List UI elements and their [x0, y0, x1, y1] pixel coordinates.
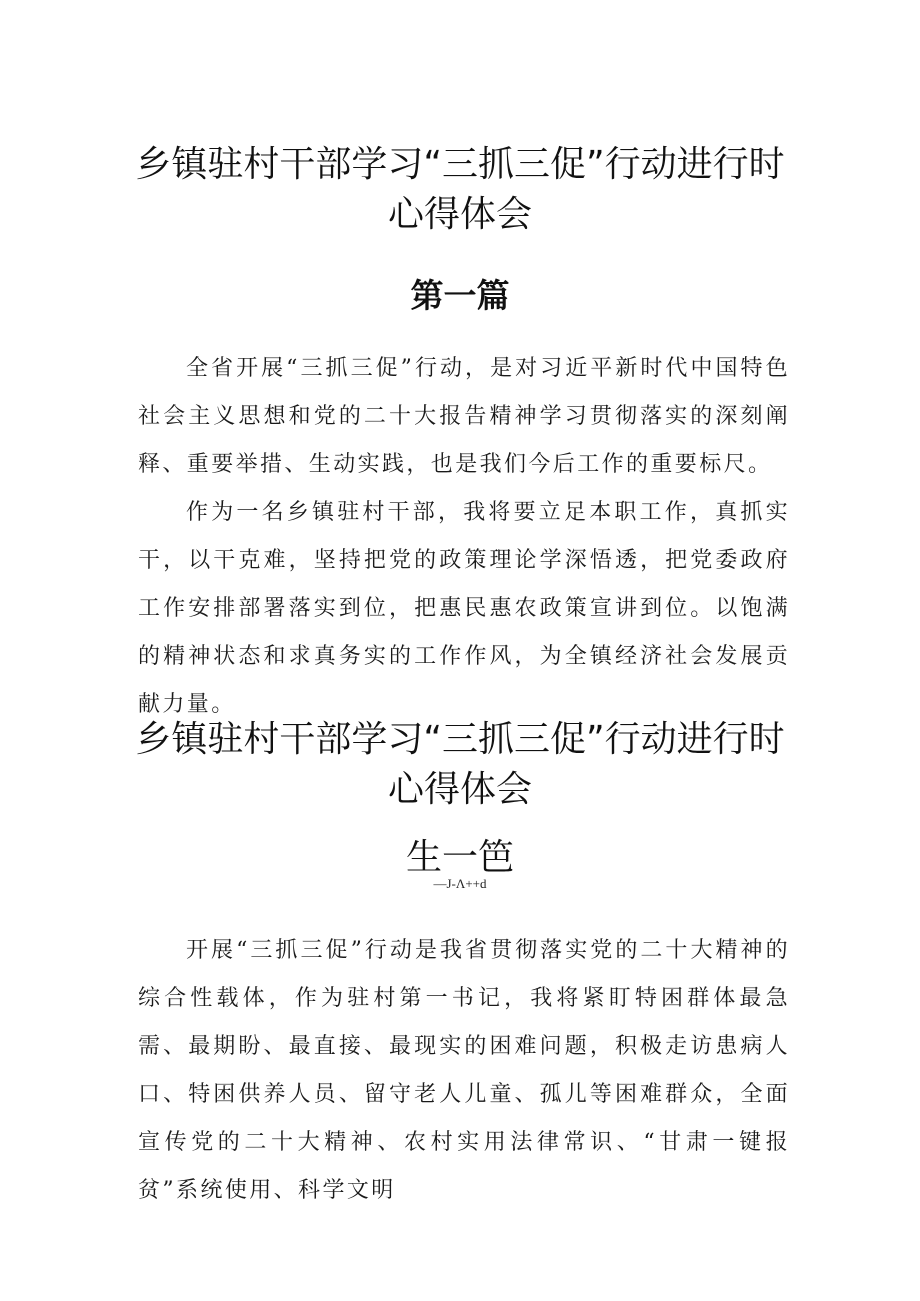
section-heading: 第一篇: [410, 276, 510, 315]
body-paragraph: 全省开展“三抓三促”行动，是对习近平新时代中国特色社会主义思想和党的二十大报告精神学习贯彻落实的深刻阐释、重要举措、生动实践，也是我们今后工作的重要标尺。: [138, 356, 790, 477]
section-heading: 生一笆: [405, 837, 514, 878]
ocr-artifact-text: —J-Λ++d: [433, 876, 487, 891]
document-title: 乡镇驻村干部学习“三抓三促”行动进行时心得体会: [135, 144, 785, 235]
body-paragraph: 作为一名乡镇驻村干部，我将要立足本职工作，真抓实干，以干克难，坚持把党的政策理论学深悟透，把党委政府工作安排部署落实到位，把惠民惠农政策宣讲到位。以饱满的精神状态和求真务实的工作作风，为全镇经济社会发展贡献力量。: [138, 500, 790, 717]
body-paragraph: 开展“三抓三促”行动是我省贯彻落实党的二十大精神的综合性载体，作为驻村第一书记，我将紧盯特困群体最急需、最期盼、最直接、最现实的困难问题，积极走访患病人口、特困供养人员、留守老人儿童、孤儿等困难群众，全面宣传党的二十大精神、农村实用法律常识、“甘肃一键报贫”系统使用、科学文明: [138, 938, 790, 1203]
document-title: 乡镇驻村干部学习“三抓三促”行动进行时心得体会: [135, 719, 785, 810]
